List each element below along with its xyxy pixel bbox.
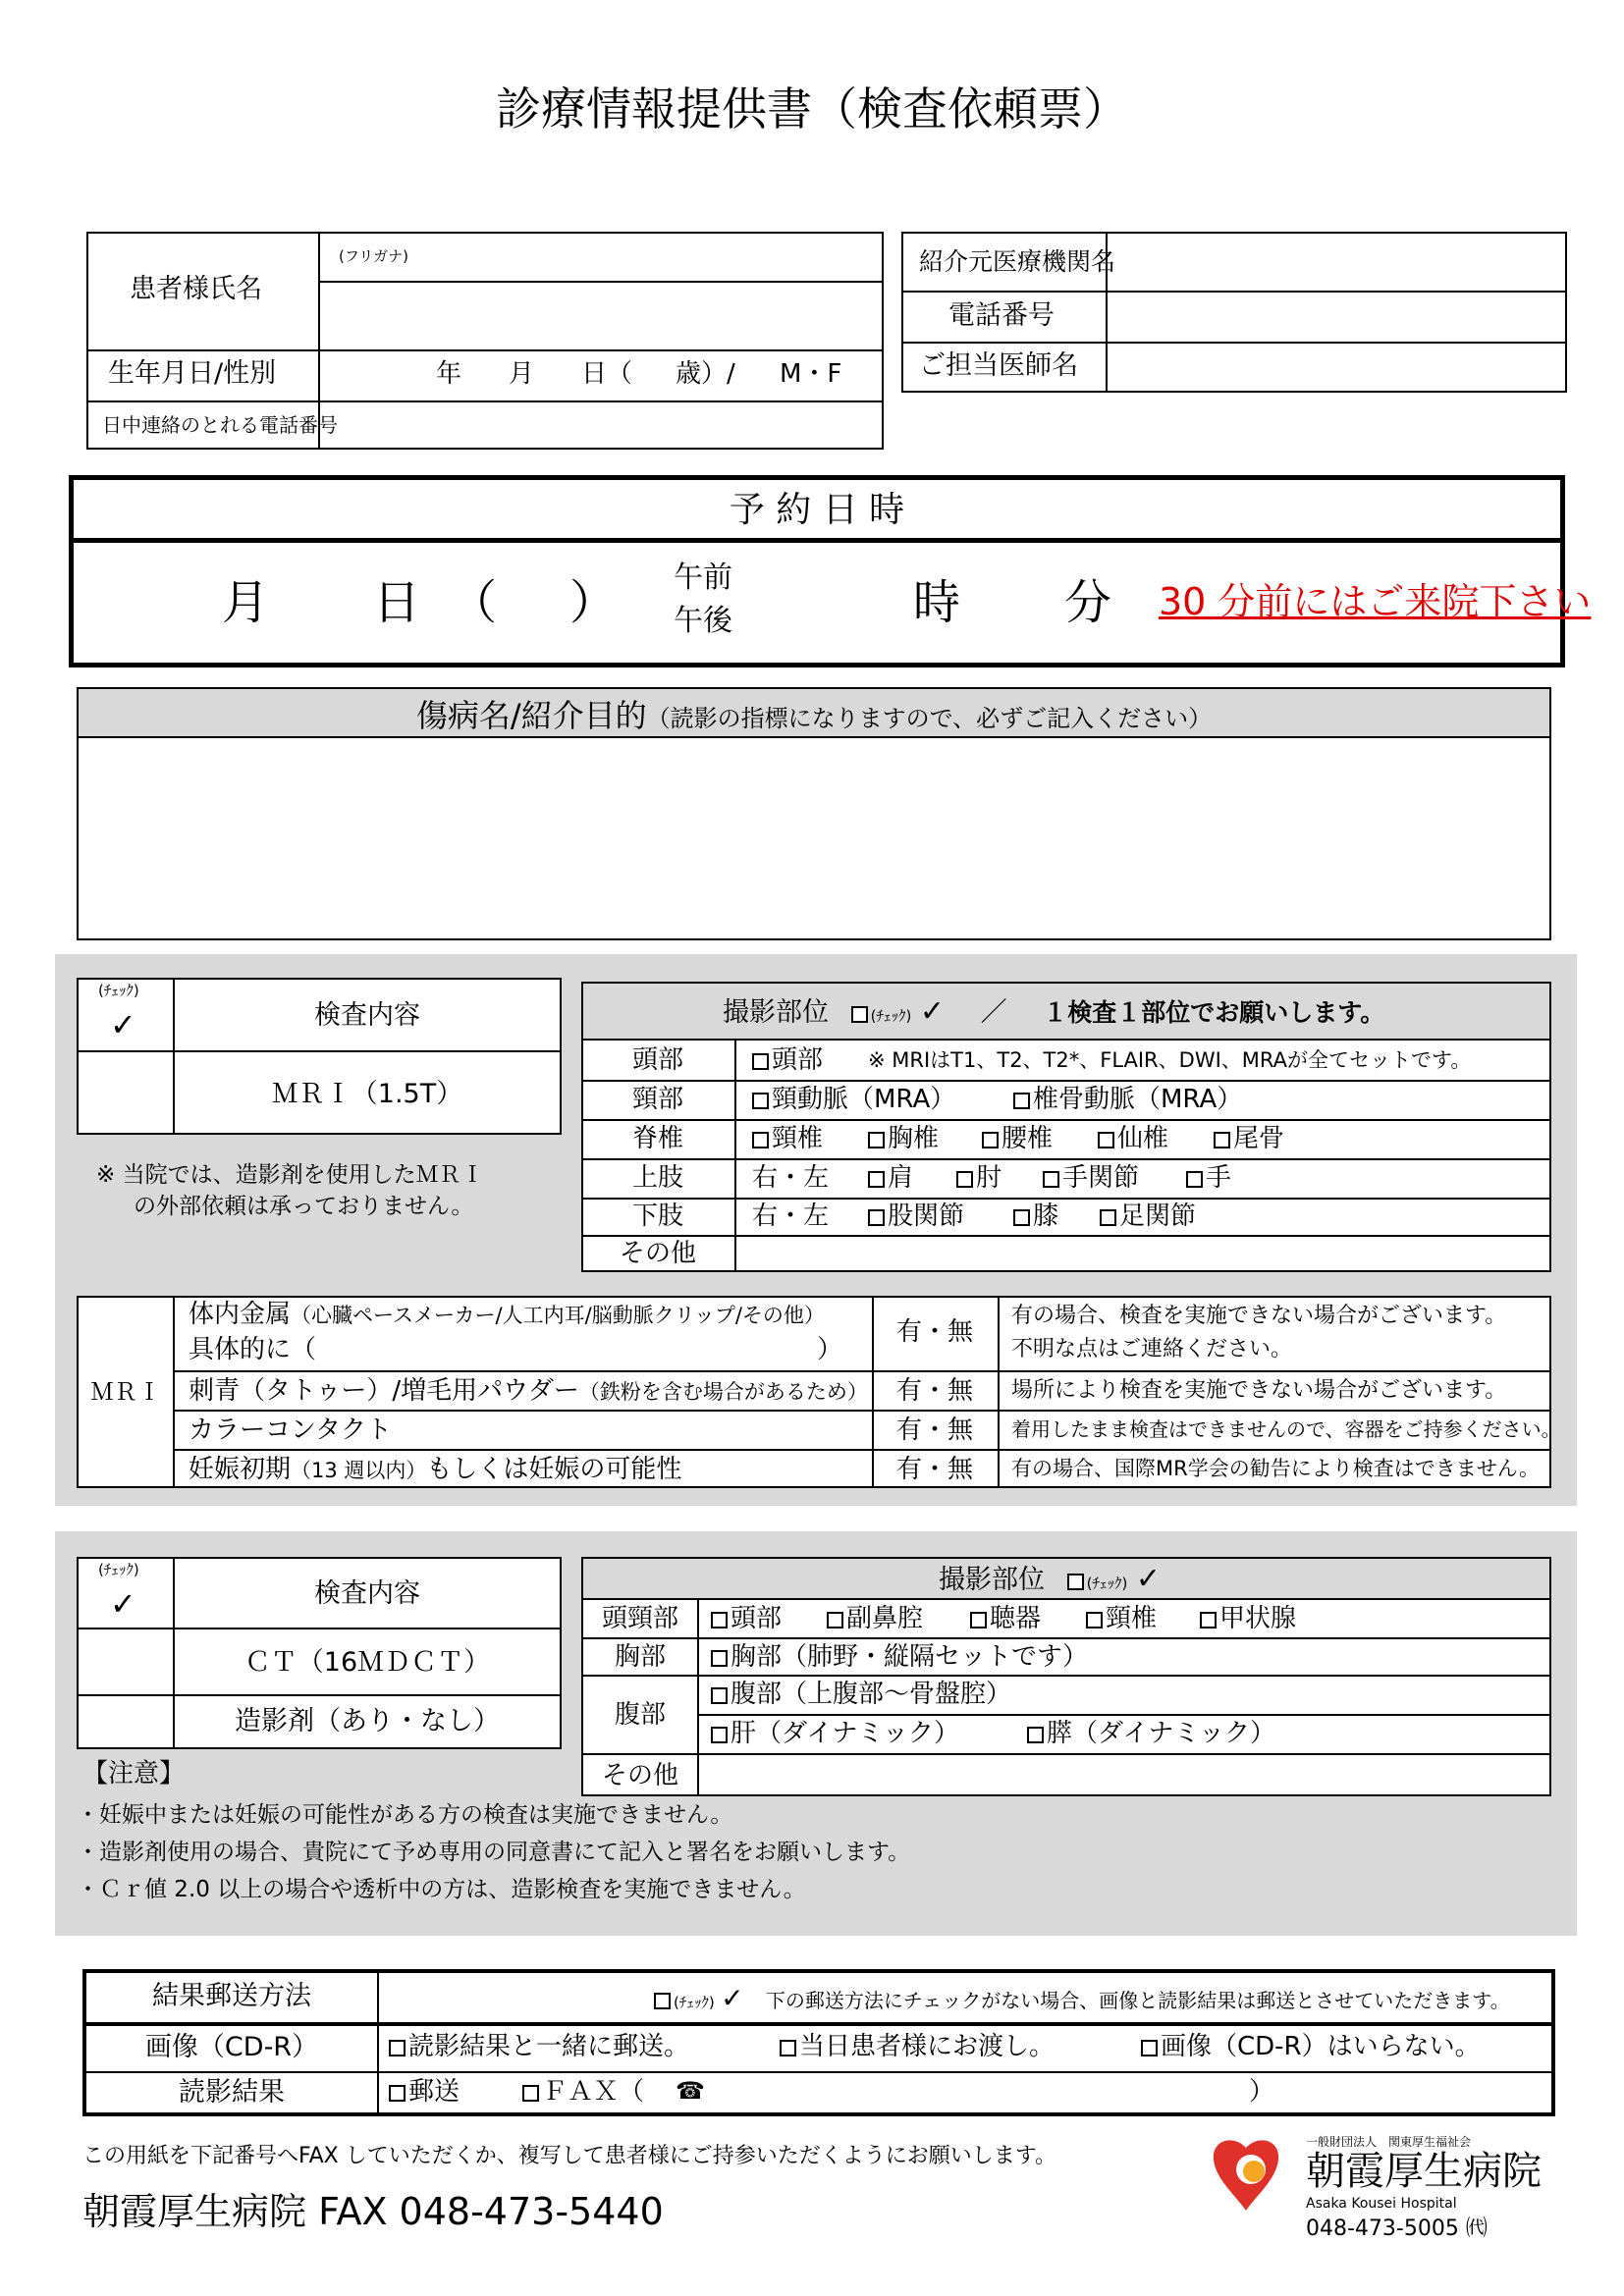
birth-gender-label: 生年月日/性別 [108, 358, 277, 389]
mri-exam-name: ＭＲＩ（1.5T） [271, 1079, 463, 1109]
hospital-logo-icon [1212, 2136, 1280, 2213]
appointment-am[interactable]: 午前 [674, 561, 732, 595]
result-method-label: 結果郵送方法 [152, 1981, 311, 2011]
ct-check-label: (ﾁｪｯｸ) [98, 1561, 139, 1578]
fax-phone-icon: ☎ [676, 2077, 705, 2105]
ct-opt-cervical[interactable]: 頸椎 [1086, 1606, 1157, 1631]
ct-caution-3: ・Ｃｒ値 2.0 以上の場合や透析中の方は、造影検査を実施できません。 [77, 1877, 806, 1902]
mri-site-check-box [851, 1007, 871, 1025]
referrer-doctor-label: ご担当医師名 [919, 350, 1078, 381]
ct-site-header [939, 1562, 1162, 1596]
appointment-hour: 時 [913, 575, 961, 630]
mri-site-title: 撮影部位 [723, 997, 829, 1028]
mri-site-note: １検査１部位でお願いします。 [1043, 998, 1385, 1027]
mri-opt-cervical[interactable]: 頸椎 [752, 1126, 823, 1151]
birth-day: 日（ [581, 359, 633, 389]
mri-row-upper-label: 上肢 [631, 1163, 683, 1193]
mri-safety-label: ＭＲＩ [90, 1378, 161, 1406]
pregnancy-item [189, 1457, 681, 1482]
image-opt-none[interactable]: 画像（CD-R）はいらない。 [1141, 2034, 1481, 2059]
mri-row-other-label: その他 [619, 1239, 696, 1268]
mri-opt-shoulder[interactable]: 肩 [868, 1165, 913, 1191]
referrer-phone-input[interactable] [1108, 293, 1565, 341]
patient-name-label: 患者様氏名 [130, 274, 262, 304]
result-method-check [654, 1982, 1510, 2014]
result-method-note: 下の郵送方法にチェックがない場合、画像と読影結果は郵送とさせていただきます。 [765, 1989, 1510, 2012]
ct-check-mark: ✓ [110, 1585, 136, 1623]
result-report-label: 読影結果 [179, 2077, 285, 2108]
result-check-text: (ﾁｪｯｸ) [674, 1994, 715, 2011]
mri-opt-wrist[interactable]: 手関節 [1043, 1165, 1139, 1191]
ct-site-title: 撮影部位 [939, 1565, 1045, 1595]
birth-year: 年 [436, 359, 462, 389]
metal-note1: 有の場合、検査を実施できない場合がございます。 [1011, 1304, 1507, 1328]
mri-other-input[interactable] [736, 1237, 1549, 1270]
ct-caution-1: ・妊娠中または妊娠の可能性がある方の検査は実施できません。 [77, 1802, 733, 1828]
ct-row-headneck-label: 頭頸部 [601, 1604, 678, 1633]
report-fax-close: ） [1249, 2077, 1275, 2107]
metal-yes-no[interactable]: 有・無 [895, 1317, 973, 1347]
result-image-label: 画像（CD-R） [144, 2032, 319, 2062]
mri-exam-checkbox[interactable] [79, 1052, 171, 1133]
contact-item: カラーコンタクト [189, 1415, 392, 1445]
tattoo-note: 場所により検査を実施できない場合がございます。 [1011, 1378, 1507, 1403]
mri-opt-vertebral[interactable]: 椎骨動脈（MRA） [1013, 1087, 1242, 1112]
ct-other-input[interactable] [699, 1755, 1549, 1794]
ct-opt-pancreas[interactable]: 膵（ダイナミック） [1027, 1721, 1275, 1746]
diagnosis-input[interactable] [79, 740, 1549, 938]
mri-site-slash: ／ [980, 997, 1007, 1028]
diagnosis-note: （読影の指標になりますので、必ずご記入ください） [646, 705, 1213, 732]
page-title: 診療情報提供書（検査依頼票） [496, 82, 1128, 135]
daytime-phone-input[interactable] [320, 402, 882, 448]
furigana-input[interactable] [320, 234, 882, 280]
ct-row-other-label: その他 [601, 1761, 678, 1790]
metal-item-label: 体内金属 [189, 1300, 292, 1329]
mri-lower-side[interactable]: 右・左 [752, 1201, 830, 1231]
pregnancy-item-label: 妊娠初期 [189, 1455, 292, 1484]
mri-check-label: (ﾁｪｯｸ) [98, 982, 139, 999]
ct-contrast[interactable]: 造影剤（あり・なし） [235, 1706, 500, 1736]
result-check-mark: ✓ [721, 1982, 744, 2014]
mri-caution-line2: の外部依頼は承っておりません。 [134, 1194, 474, 1219]
diagnosis-title: 傷病名/紹介目的 [415, 697, 647, 734]
mri-opt-hand[interactable]: 手 [1186, 1165, 1231, 1191]
diagnosis-label [79, 697, 1549, 734]
contact-yes-no[interactable]: 有・無 [895, 1415, 973, 1445]
appointment-pm[interactable]: 午後 [674, 604, 732, 638]
mri-row-spine-label: 脊椎 [631, 1124, 683, 1153]
mri-exam-label: 検査内容 [314, 1000, 420, 1031]
metal-note2: 不明な点はご連絡ください。 [1011, 1337, 1293, 1362]
mri-opt-sacral[interactable]: 仙椎 [1098, 1126, 1168, 1151]
image-opt-handover[interactable]: 当日患者様にお渡し。 [780, 2034, 1055, 2059]
tattoo-item-label: 刺青（タトゥー）/増毛用パウダー [189, 1376, 579, 1406]
metal-item [189, 1302, 825, 1327]
metal-item-detail: （心臓ペースメーカー/人工内耳/脳動脈クリップ/その他） [291, 1304, 825, 1327]
ct-opt-abdomen[interactable]: 腹部（上腹部～骨盤腔） [711, 1682, 1011, 1707]
mri-opt-ankle[interactable]: 足関節 [1100, 1203, 1196, 1229]
appointment-paren-close: ） [569, 575, 618, 630]
ct-caution-title: 【注意】 [82, 1759, 186, 1789]
tattoo-item [189, 1378, 868, 1404]
ct-opt-thyroid[interactable]: 甲状腺 [1200, 1606, 1296, 1631]
ct-site-check-mark: ✓ [1135, 1562, 1162, 1596]
ct-opt-head[interactable]: 頭部 [711, 1606, 782, 1631]
mri-caution-line1: ※ 当院では、造影剤を使用したＭＲＩ [96, 1162, 484, 1188]
mri-site-check-mark: ✓ [919, 994, 946, 1029]
mri-opt-elbow[interactable]: 肘 [956, 1165, 1001, 1191]
footer-fax-line: 朝霞厚生病院 FAX 048-473-5440 [82, 2190, 664, 2233]
mri-opt-knee[interactable]: 膝 [1013, 1203, 1058, 1229]
ct-exam-label: 検査内容 [314, 1578, 420, 1609]
gender-options[interactable]: M・F [780, 359, 842, 389]
birth-month: 月 [509, 359, 535, 389]
image-opt-mail[interactable]: 読影結果と一緒に郵送。 [389, 2034, 689, 2059]
hospital-org: 一般財団法人 関東厚生福祉会 [1306, 2135, 1472, 2149]
mri-row-head-label: 頭部 [631, 1045, 683, 1075]
birth-age: 歳）/ [676, 359, 735, 389]
report-opt-mail[interactable]: 郵送 [389, 2079, 460, 2105]
mri-opt-head[interactable]: 頭部 [752, 1047, 823, 1073]
furigana-label: (フリガナ) [339, 247, 408, 265]
ct-caution-2: ・造影剤使用の場合、貴院にて予め専用の同意書にて記入と署名をお願いします。 [77, 1840, 911, 1865]
ct-opt-ear[interactable]: 聴器 [970, 1606, 1041, 1631]
hospital-name-en: Asaka Kousei Hospital [1306, 2196, 1457, 2212]
ct-opt-chest[interactable]: 胸部（肺野・縦隔セットです） [711, 1644, 1088, 1670]
ct-opt-liver[interactable]: 肝（ダイナミック） [711, 1721, 959, 1746]
ct-exam-name: ＣＴ（16ＭＤＣＴ） [244, 1647, 491, 1678]
contact-note: 着用したまま検査はできませんので、容器をご持参ください。 [1011, 1417, 1561, 1441]
appointment-paren-open: （ [450, 575, 498, 630]
report-fax-input[interactable] [707, 2075, 1237, 2109]
mri-head-note: ※ MRIはT1、T2、T2*、FLAIR、DWI、MRAが全てセットです。 [868, 1048, 1472, 1072]
mri-opt-thoracic[interactable]: 胸椎 [868, 1126, 939, 1151]
hospital-name: 朝霞厚生病院 [1306, 2149, 1542, 2194]
mri-site-check-text: (ﾁｪｯｸ) [870, 1007, 912, 1025]
ct-site-check-box [1067, 1575, 1087, 1592]
result-check-box [654, 1994, 674, 2011]
mri-opt-lumbar[interactable]: 腰椎 [982, 1126, 1053, 1151]
pregnancy-note: 有の場合、国際MR学会の勧告により検査はできません。 [1011, 1457, 1540, 1480]
pregnancy-item-detail: （13 週以内） [291, 1459, 427, 1482]
mri-row-lower-label: 下肢 [631, 1201, 683, 1231]
appointment-minute: 分 [1064, 575, 1112, 630]
appointment-month: 月 [222, 575, 270, 630]
report-opt-fax[interactable]: ＦＡＸ（ [522, 2079, 644, 2105]
daytime-phone-label: 日中連絡のとれる電話番号 [102, 413, 338, 437]
mri-site-header [723, 994, 1385, 1029]
referrer-institution-label: 紹介元医療機関名 [919, 247, 1116, 276]
hospital-tel: 048-473-5005 ㈹ [1306, 2216, 1488, 2241]
appointment-day: 日 [373, 575, 421, 630]
arrival-notice: 30 分前にはご来院下さい [1159, 580, 1592, 623]
mri-opt-carotid[interactable]: 頸動脈（MRA） [752, 1087, 955, 1112]
mri-row-neck-label: 頸部 [631, 1085, 683, 1114]
footer-instruction: この用紙を下記番号へFAX していただくか、複写して患者様にご持参いただくようにお願いします。 [82, 2144, 1056, 2168]
pregnancy-yes-no[interactable]: 有・無 [895, 1455, 973, 1484]
ct-row-abdomen-label: 腹部 [614, 1700, 666, 1730]
referrer-doctor-input[interactable] [1108, 344, 1565, 391]
appointment-header: 予 約 日 時 [729, 490, 905, 530]
tattoo-yes-no[interactable]: 有・無 [895, 1376, 973, 1406]
referrer-phone-label: 電話番号 [948, 300, 1055, 331]
metal-specific: 具体的に（ [189, 1335, 317, 1364]
metal-specific-close: ） [817, 1335, 843, 1364]
mri-upper-side[interactable]: 右・左 [752, 1163, 830, 1193]
metal-specific-input[interactable] [328, 1333, 819, 1364]
mri-opt-coccyx[interactable]: 尾骨 [1214, 1126, 1284, 1151]
ct-site-check-text: (ﾁｪｯｸ) [1086, 1575, 1128, 1592]
mri-check-mark: ✓ [110, 1006, 136, 1043]
tattoo-item-detail: （鉄粉を含む場合があるため） [578, 1380, 868, 1404]
mri-opt-hip[interactable]: 股関節 [868, 1203, 964, 1229]
ct-exam-checkbox[interactable] [79, 1629, 171, 1693]
ct-row-chest-label: 胸部 [614, 1642, 666, 1672]
patient-name-input[interactable] [320, 283, 882, 347]
referrer-institution-input[interactable] [1108, 234, 1565, 290]
ct-opt-sinus[interactable]: 副鼻腔 [827, 1606, 923, 1631]
pregnancy-item-label2: もしくは妊娠の可能性 [426, 1455, 682, 1484]
